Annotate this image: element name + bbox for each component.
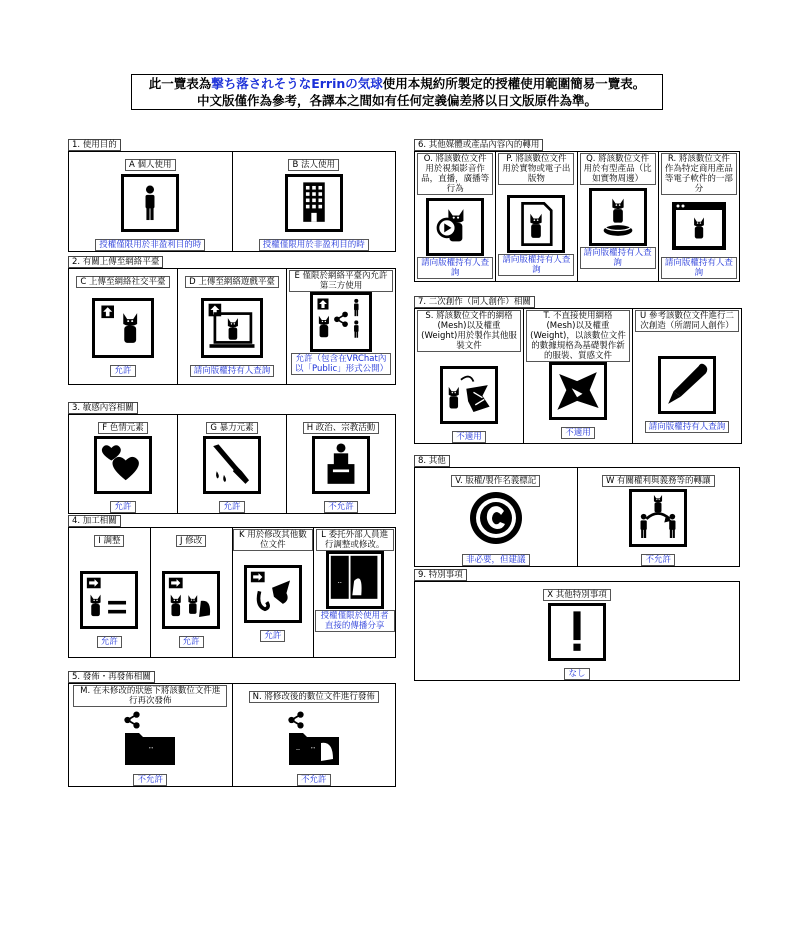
person-icon [121, 174, 179, 232]
item-result: 授權僅限於使用者直接的傳播分享 [315, 610, 395, 632]
item-result: 允許 [260, 630, 285, 642]
item-header: A 個人使用 [125, 159, 176, 171]
item-header: J 修改 [176, 535, 206, 547]
item-result: 授權僅限用於非盈利目的時 [95, 239, 205, 251]
grid-s6 [414, 151, 740, 282]
grid-s5 [68, 683, 396, 787]
item-header: C 上傳至網絡社交平臺 [76, 276, 169, 288]
item-header: V. 版權/製作名義標記 [451, 475, 540, 487]
grid-s3 [68, 414, 396, 514]
item-header: X 其他特別事項 [543, 589, 611, 601]
section-title: 2. 有關上傳至網絡平臺 [68, 256, 163, 268]
software-icon [670, 198, 728, 256]
cell-m [69, 684, 233, 787]
item-result: 允許（包含在VRChat內以「Public」形式公開） [291, 353, 391, 375]
cell-n [232, 684, 396, 787]
cell-i [69, 528, 151, 658]
item-result: 允許 [219, 501, 244, 513]
section-other-media [414, 132, 740, 282]
grid-s1 [68, 151, 396, 252]
item-result: 請向版權持有人查詢 [498, 254, 574, 276]
title-post: 使用本規約所製定的授權使用範圍簡易一覽表。 [382, 76, 646, 91]
redistribute-icon [121, 709, 179, 767]
item-header: S. 將該數位文件的網格(Mesh)以及權重(Weight)用於製作其他服裝文件 [417, 310, 521, 352]
grid-s9 [414, 581, 740, 681]
publication-icon [507, 195, 565, 253]
item-result: 允許 [179, 636, 204, 648]
item-header: I 調整 [94, 535, 124, 547]
cell-j [150, 528, 232, 658]
item-result: 不適用 [452, 431, 486, 443]
cell-v [415, 468, 578, 567]
cell-k [232, 528, 314, 658]
item-header: D 上傳至網絡遊戲平臺 [185, 276, 279, 288]
document-title [131, 74, 663, 110]
item-header: Q. 將該數位文件用於有型產品（比如實物周邊） [580, 153, 656, 185]
exclamation-icon [548, 603, 606, 661]
title-pre: 此一覽表為 [148, 76, 212, 91]
copyright-icon [467, 489, 525, 547]
cell-w [577, 468, 740, 567]
item-header: O. 將該數位文件用於視頻影音作品，直播，廣播等行為 [417, 153, 493, 195]
item-header: K 用於修改其他數位文件 [233, 529, 314, 551]
item-header: P. 將該數位文件用於實物或電子出版物 [498, 153, 574, 185]
podium-icon [312, 436, 370, 494]
cell-q [577, 152, 658, 282]
section-usage-purpose [68, 132, 396, 252]
cell-a [69, 152, 233, 252]
pen-icon [658, 356, 716, 414]
section-processing [68, 508, 396, 658]
item-result: 不允許 [297, 774, 331, 786]
cell-t [524, 309, 633, 444]
cell-p [496, 152, 577, 282]
section-derivative [414, 289, 742, 444]
cell-b [232, 152, 396, 252]
grid-s2 [68, 268, 396, 385]
item-header: N. 將修改後的數位文件進行發佈 [249, 691, 379, 703]
cell-g [178, 415, 287, 514]
item-header: G 暴力元素 [206, 422, 257, 434]
grid-s4 [68, 527, 396, 658]
title-line1 [132, 75, 662, 92]
cell-x [415, 582, 740, 681]
grid-s7 [414, 308, 742, 444]
cell-h [287, 415, 396, 514]
upload-sns-icon [92, 298, 154, 358]
cell-e [287, 269, 396, 385]
section-title: 9. 特別事項 [414, 569, 467, 581]
grid-s8 [414, 467, 740, 567]
section-title: 6. 其他媒體或產品內容內的轉用 [414, 139, 543, 151]
cell-d [178, 269, 287, 385]
section-title: 4. 加工相關 [68, 515, 121, 527]
section-title: 3. 敏感內容相關 [68, 402, 138, 414]
cell-o [415, 152, 496, 282]
section-title: 1. 使用目的 [68, 139, 121, 151]
item-result: 非必要，但建議 [462, 554, 530, 566]
share-third-party-icon [310, 292, 372, 352]
item-result: 不適用 [561, 427, 595, 439]
section-title: 7. 二次創作（同人創作）相關 [414, 296, 535, 308]
item-result: 不允許 [133, 774, 167, 786]
adjust-icon [80, 571, 138, 629]
item-header: E 僅限於網絡平臺內允許第三方使用 [289, 270, 393, 292]
title-line2: 中文版僅作為參考，各譯本之間如有任何定義偏差將以日文版原件為準。 [196, 93, 597, 108]
item-header: W 有關權利與義務等的轉讓 [602, 475, 715, 487]
cell-u [633, 309, 742, 444]
item-result: 請向版權持有人查詢 [645, 421, 730, 433]
transfer-icon [629, 489, 687, 547]
outsource-icon [326, 551, 384, 609]
section-special [414, 562, 740, 681]
cell-f [69, 415, 178, 514]
section-sensitive [68, 395, 396, 514]
section-upload [68, 249, 396, 385]
item-header: R. 將該數位文件作為特定商用產品等電子軟件的一部分 [661, 153, 737, 195]
cell-s [415, 309, 524, 444]
item-result: 允許 [110, 365, 135, 377]
item-header: M. 在未修改的狀態下將該數位文件進行再次發佈 [73, 685, 227, 707]
building-icon [285, 174, 343, 232]
item-header: B 法人使用 [288, 159, 339, 171]
item-header: F 色情元素 [98, 422, 148, 434]
item-result: 允許 [110, 501, 135, 513]
upload-game-icon [201, 298, 263, 358]
section-title: 5. 發佈・再發佈相關 [68, 671, 155, 683]
item-result: 請向版權持有人查詢 [190, 365, 275, 377]
item-result: 授權僅限用於非盈利目的時 [259, 239, 369, 251]
item-result: なし [564, 668, 589, 680]
item-result: 請向版權持有人查詢 [417, 257, 493, 279]
mesh-clothes-icon [440, 366, 498, 424]
video-icon [426, 198, 484, 256]
item-header: H 政治、宗教活動 [303, 422, 380, 434]
item-header: L 委托外部人員進行調整或修改。 [316, 529, 394, 551]
title-highlight: 撃ち落されそうなErrinの気球 [211, 76, 383, 91]
item-result: 不允許 [641, 554, 675, 566]
item-result: 允許 [97, 636, 122, 648]
item-result: 請向版權持有人查詢 [661, 257, 737, 279]
cell-l [314, 528, 396, 658]
cell-r [658, 152, 739, 282]
item-result: 請向版權持有人查詢 [580, 247, 656, 269]
item-header: T. 不直接使用網格(Mesh)以及權重(Weight)，以該數位文件的數據規格為基礎製作新的服裝、質感文件 [526, 310, 630, 362]
knife-icon [203, 436, 261, 494]
item-header: U 參考該數位文件進行二次創造（所謂同人創作） [635, 310, 739, 332]
goods-icon [589, 188, 647, 246]
hearts-icon [94, 436, 152, 494]
new-clothes-icon [549, 362, 607, 420]
item-result: 不允許 [324, 501, 358, 513]
cell-c [69, 269, 178, 385]
section-title: 8. 其他 [414, 455, 450, 467]
modify-icon [162, 571, 220, 629]
section-distribution [68, 664, 396, 787]
modify-other-icon [244, 565, 302, 623]
distribute-modified-icon [285, 709, 343, 767]
section-other [414, 448, 740, 567]
